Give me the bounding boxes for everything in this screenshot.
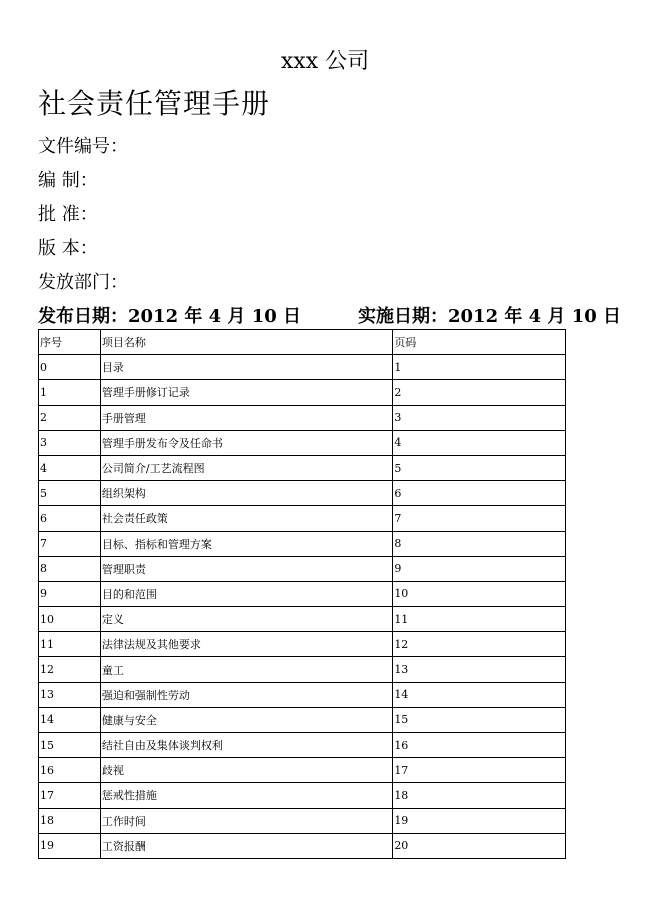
header-page: 页码 [393,330,566,355]
table-row [39,632,566,657]
table-row [39,380,566,405]
cell-item-name: 公司简介/工艺流程图 [100,455,392,480]
field-prepared-by [38,166,98,192]
cell-page: 11 [393,607,566,632]
cell-number: 8 [39,556,101,581]
table-row [39,531,566,556]
cell-page: 12 [393,632,566,657]
table-row [39,758,566,783]
cell-page: 13 [393,657,566,682]
cell-number: 2 [39,405,101,430]
cell-page: 2 [393,380,566,405]
field-label: 编 制： [38,170,98,191]
field-label: 版 本： [38,238,98,259]
cell-item-name: 管理职责 [100,556,392,581]
cell-page: 6 [393,481,566,506]
cell-number: 13 [39,682,101,707]
company-name: xxx 公司 [280,49,370,74]
cell-number: 14 [39,707,101,732]
header-number: 序号 [39,330,101,355]
cell-page: 7 [393,506,566,531]
cell-number: 5 [39,481,101,506]
cell-number: 4 [39,455,101,480]
cell-item-name: 目标、指标和管理方案 [100,531,392,556]
cell-item-name: 童工 [100,657,392,682]
table-row [39,556,566,581]
field-label: 文件编号： [38,136,128,157]
cell-item-name: 组织架构 [100,481,392,506]
cell-item-name: 健康与安全 [100,707,392,732]
cell-item-name: 工作时间 [100,808,392,833]
cell-page: 8 [393,531,566,556]
table-row [39,581,566,606]
cell-item-name: 工资报酬 [100,833,392,858]
cell-number: 16 [39,758,101,783]
cell-item-name: 歧视 [100,758,392,783]
field-file-number [38,132,128,158]
cell-number: 18 [39,808,101,833]
table-row [39,481,566,506]
field-label: 发放部门： [38,272,128,293]
cell-item-name: 惩戒性措施 [100,783,392,808]
table-row [39,405,566,430]
cell-page: 19 [393,808,566,833]
cell-page: 18 [393,783,566,808]
cell-number: 15 [39,733,101,758]
cell-page: 5 [393,455,566,480]
cell-item-name: 管理手册发布令及任命书 [100,430,392,455]
table-row [39,783,566,808]
table-row [39,455,566,480]
cell-page: 15 [393,707,566,732]
cell-page: 16 [393,733,566,758]
cell-number: 1 [39,380,101,405]
cell-item-name: 管理手册修订记录 [100,380,392,405]
table-row [39,833,566,858]
table-row [39,733,566,758]
table-row [39,506,566,531]
cell-page: 14 [393,682,566,707]
table-row [39,707,566,732]
cell-page: 3 [393,405,566,430]
cell-item-name: 定义 [100,607,392,632]
header-item: 项目名称 [100,330,392,355]
table-row [39,430,566,455]
cell-page: 1 [393,355,566,380]
cell-item-name: 强迫和强制性劳动 [100,682,392,707]
cell-page: 17 [393,758,566,783]
cell-number: 19 [39,833,101,858]
table-row [39,808,566,833]
document-title: 社会责任管理手册 [38,87,271,120]
cell-item-name: 法律法规及其他要求 [100,632,392,657]
cell-number: 7 [39,531,101,556]
cell-number: 17 [39,783,101,808]
effective-date: 实施日期：2012 年 4 月 10 日 [358,306,622,327]
cell-item-name: 手册管理 [100,405,392,430]
cell-number: 3 [39,430,101,455]
cell-page: 4 [393,430,566,455]
cell-item-name: 目录 [100,355,392,380]
cell-page: 10 [393,581,566,606]
contents-table [38,329,566,859]
field-distribution-dept [38,268,128,294]
table-row [39,682,566,707]
release-date: 发布日期：2012 年 4 月 10 日 [38,306,302,327]
cell-item-name: 结社自由及集体谈判权利 [100,733,392,758]
field-approved-by [38,200,98,226]
cell-number: 12 [39,657,101,682]
cell-number: 0 [39,355,101,380]
cell-number: 9 [39,581,101,606]
field-version [38,234,98,260]
table-row [39,355,566,380]
table-row [39,657,566,682]
table-header-row [39,330,566,355]
cell-page: 20 [393,833,566,858]
cell-item-name: 社会责任政策 [100,506,392,531]
cell-number: 6 [39,506,101,531]
table-row [39,607,566,632]
cell-number: 11 [39,632,101,657]
cell-page: 9 [393,556,566,581]
cell-item-name: 目的和范围 [100,581,392,606]
field-label: 批 准： [38,204,98,225]
cell-number: 10 [39,607,101,632]
